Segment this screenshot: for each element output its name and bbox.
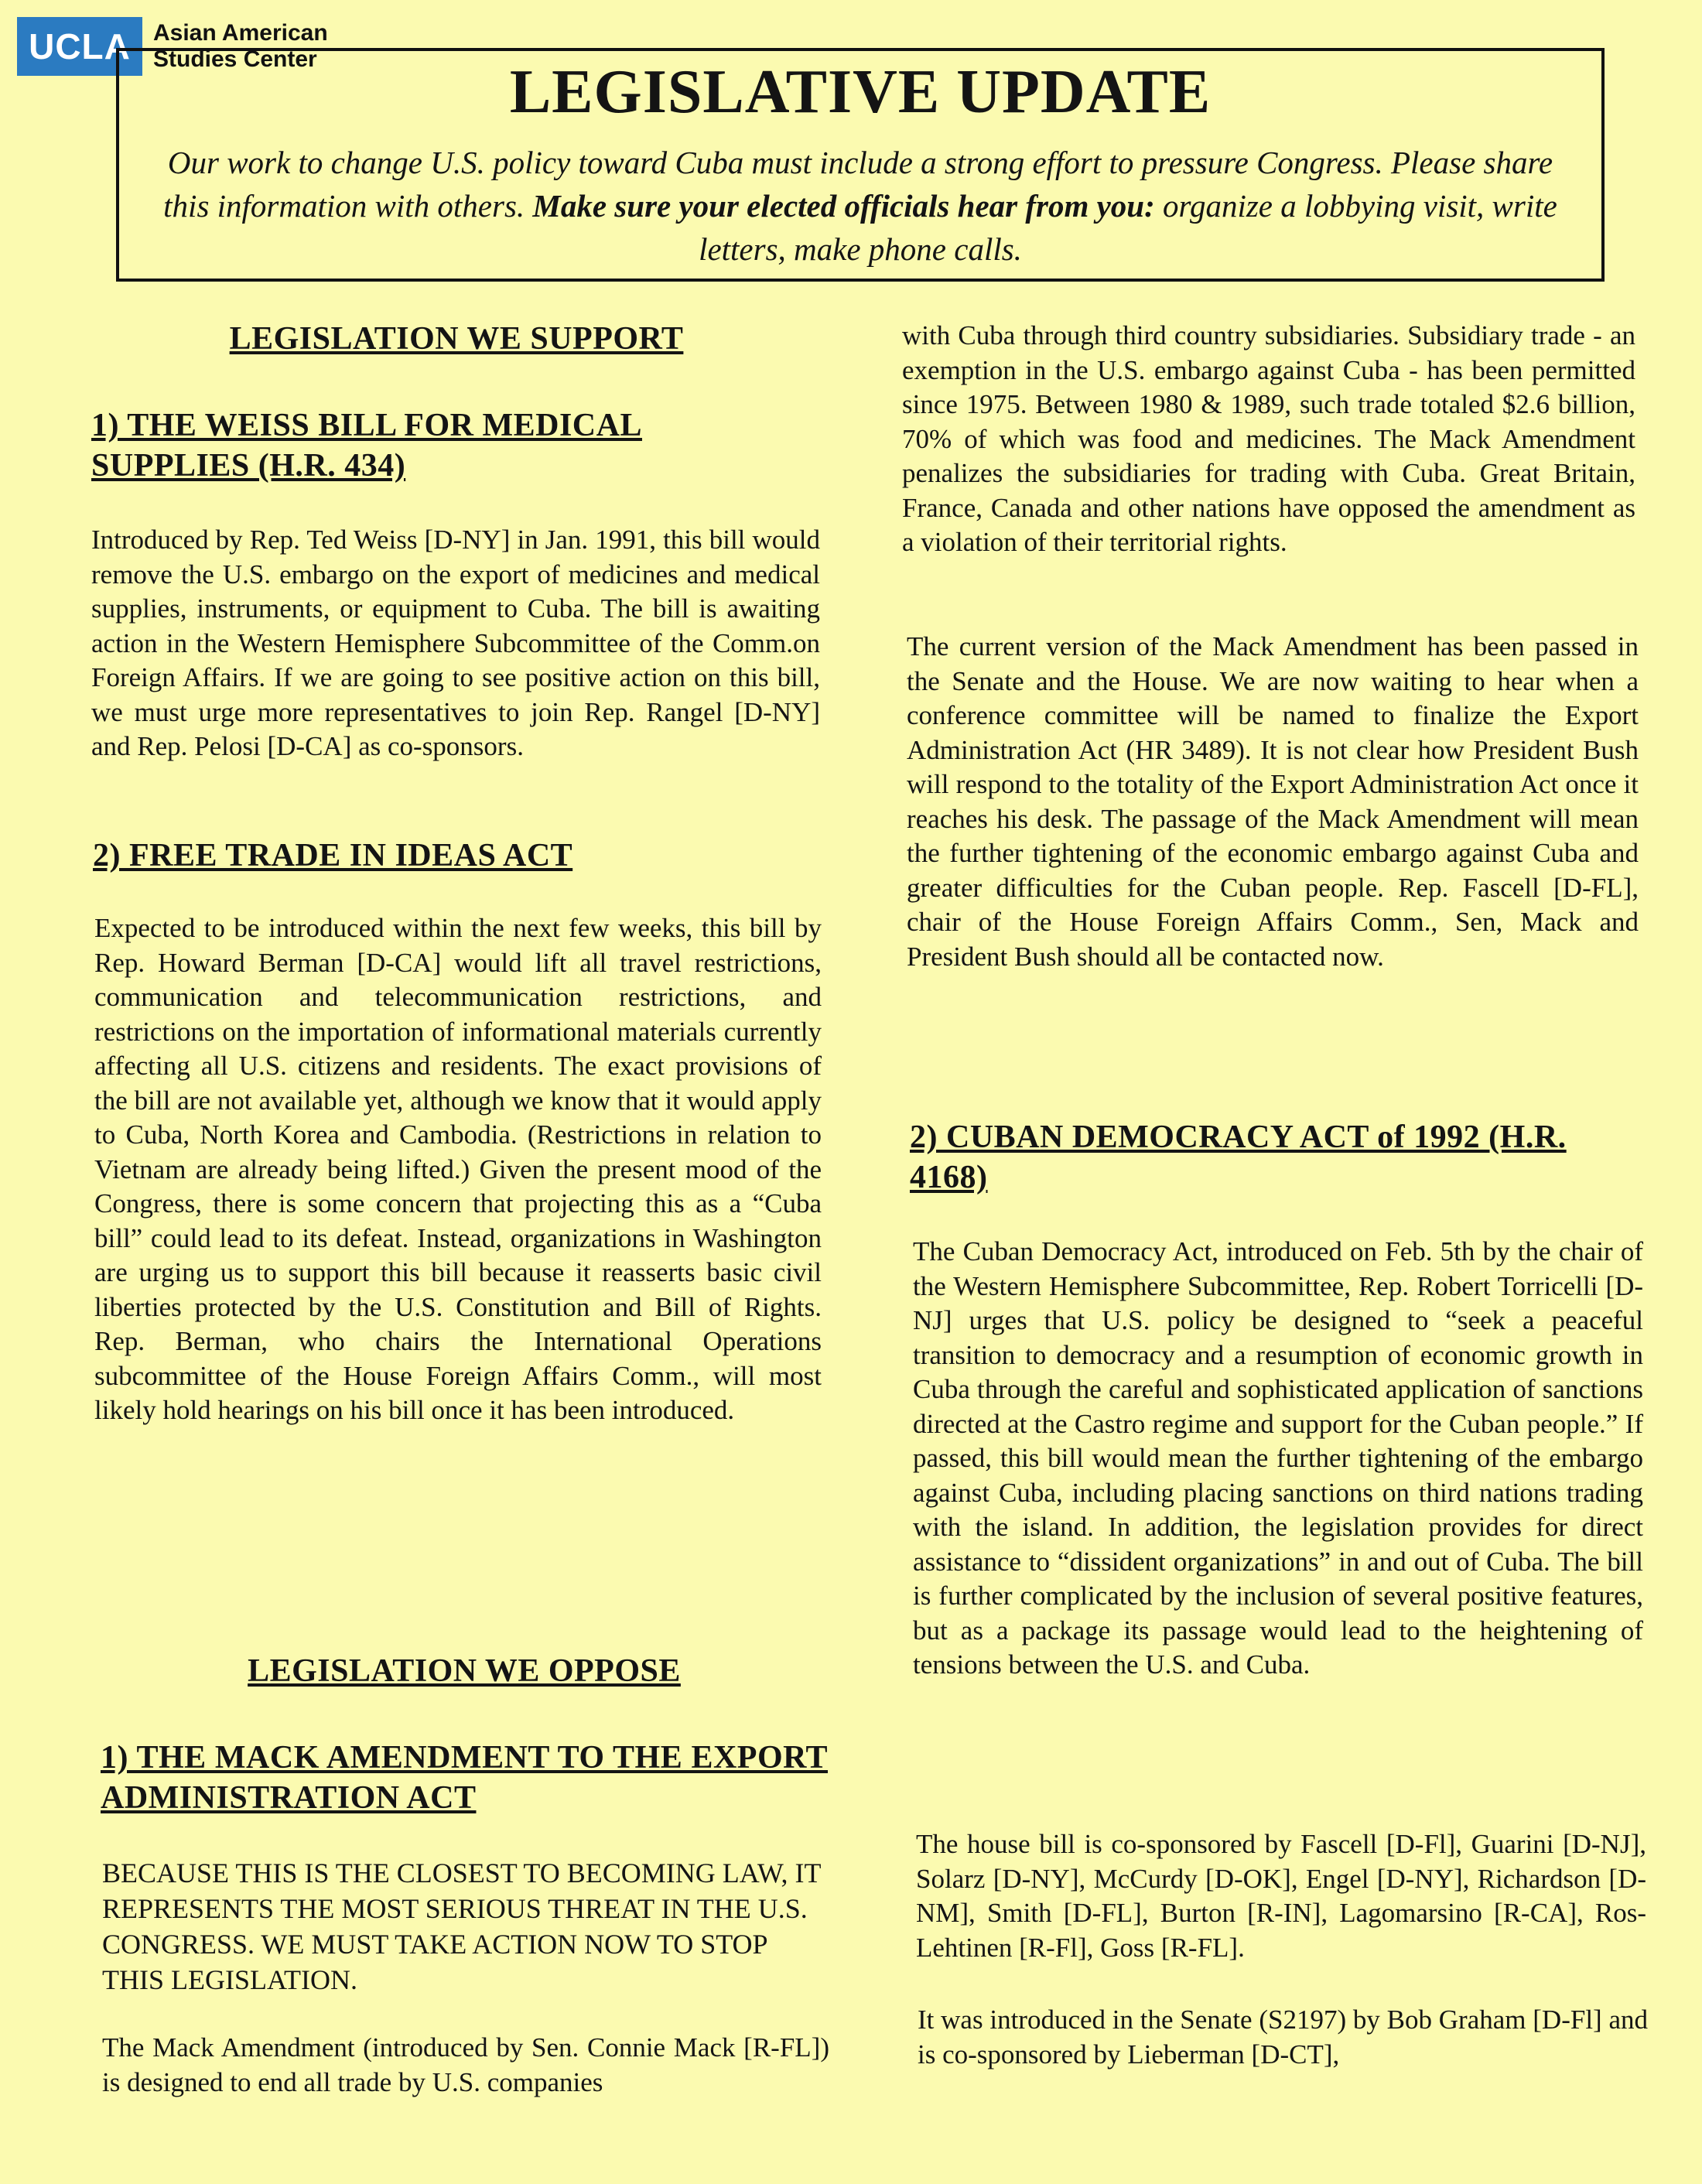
- cosponsors-paragraph: The house bill is co-sponsored by Fascell [D-Fl], Guarini [D-NJ], Solarz [D-NY], McCurdy [D-OK], Engel [D-NY], Richardson [D-NM], Smith [D-FL], Burton [R-IN], Lagomarsino [R-CA], Ros-Lehtinen [R-Fl], Goss [R-FL].: [916, 1829, 1646, 1963]
- weiss-bill-text: [91, 523, 820, 764]
- heading-weiss-bill: 1) THE WEISS BILL FOR MEDICAL SUPPLIES (H.R. 434): [91, 408, 642, 484]
- ucla-wordmark: UCLA: [17, 17, 142, 76]
- page-title: LEGISLATIVE UPDATE: [509, 58, 1212, 126]
- center-name-line2: Studies Center: [153, 46, 317, 72]
- legislative-update-header: [116, 48, 1605, 282]
- subtitle-actions: organize a lobbying visit, write letters, make phone calls.: [699, 188, 1557, 267]
- cosponsors-text: [916, 1827, 1646, 1965]
- cuban-democracy-paragraph: The Cuban Democracy Act, introduced on Feb. 5th by the chair of the Western Hemisphere Subcommittee, Rep. Robert Torricelli [D-NJ] urges that U.S. policy be designed to “seek a peaceful transition to democracy and a resumption of economic growth in Cuba through the careful and sophisticated application of sanctions directed at the Castro regime and support for the Cuban people.” If passed, this bill would mean the further tightening of the embargo against Cuba, including placing sanctions on third nations trading with the island. In addition, the legislation provides for direct assistance to “dissident organizations” in and out of Cuba. The bill is further complicated by the inclusion of several positive features, but as a package its passage would lead to the heightening of tensions between the U.S. and Cuba.: [913, 1236, 1643, 1680]
- subtitle-emphasis: Make sure your elected officials hear from you:: [532, 188, 1155, 224]
- senate-text: [918, 2003, 1648, 2072]
- free-trade-paragraph: Expected to be introduced within the next few weeks, this bill by Rep. Howard Berman [D-CA] would lift all travel restrictions, communication and telecommunication restrictions, and restrictions on the importation of informational materials currently affecting all U.S. citizens and residents. The exact provisions of the bill are not available yet, although we know that it would apply to Cuba, North Korea and Cambodia. (Restrictions in relation to Vietnam are already being lifted.) Given the present mood of the Congress, there is some concern that projecting this as a “Cuba bill” could lead to its defeat. Instead, organizations in Washington are urging us to support this bill because it reasserts basic civil liberties protected by the U.S. Constitution and Bill of Rights. Rep. Berman, who chairs the International Operations subcommittee of the House Foreign Affairs Comm., will most likely hold hearings on his bill once it has been introduced.: [94, 913, 822, 1425]
- mack-continued-text: [902, 319, 1635, 560]
- subtitle-intro: Our work to change U.S. policy toward Cuba must include a strong effort to pressure Congress. Please share this information with others.: [163, 145, 1553, 224]
- mack-intro-text: [102, 2031, 829, 2100]
- mack-current-text: [907, 630, 1639, 974]
- heading-free-trade-in-ideas: 2) FREE TRADE IN IDEAS ACT: [93, 838, 573, 873]
- mack-warning-paragraph: BECAUSE THIS IS THE CLOSEST TO BECOMING LAW, IT REPRESENTS THE MOST SERIOUS THREAT IN THE U.S. CONGRESS. WE MUST TAKE ACTION NOW TO STOP THIS LEGISLATION.: [102, 1858, 821, 1995]
- heading-legislation-we-support: LEGISLATION WE SUPPORT: [229, 321, 684, 357]
- weiss-bill-paragraph: Introduced by Rep. Ted Weiss [D-NY] in Jan. 1991, this bill would remove the U.S. embargo on the export of medicines and medical supplies, instruments, or equipment to Cuba. The bill is awaiting action in the Western Hemisphere Subcommittee of the Comm.on Foreign Affairs. If we are going to see positive action on this bill, we must urge more representatives to join Rep. Rangel [D-NY] and Rep. Pelosi [D-CA] as co-sponsors.: [91, 525, 820, 761]
- senate-paragraph: It was introduced in the Senate (S2197) by Bob Graham [D-Fl] and is co-sponsored by Lieberman [D-CT],: [918, 2005, 1648, 2070]
- mack-continued-paragraph: with Cuba through third country subsidiaries. Subsidiary trade - an exemption in the U.S. embargo against Cuba - has been permitted since 1975. Between 1980 & 1989, such trade totaled $2.6 billion, 70% of which was food and medicines. The Mack Amendment penalizes the subsidiaries for trading with Cuba. Great Britain, France, Canada and other nations have opposed the amendment as a violation of their territorial rights.: [902, 320, 1635, 557]
- mack-warning-text: [102, 1855, 829, 1998]
- mack-intro-paragraph: The Mack Amendment (introduced by Sen. Connie Mack [R-FL]) is designed to end all trade by U.S. companies: [102, 2032, 829, 2097]
- center-name-line1: Asian American: [153, 20, 328, 46]
- free-trade-text: [94, 911, 822, 1428]
- heading-mack-amendment: 1) THE MACK AMENDMENT TO THE EXPORT ADMINISTRATION ACT: [101, 1740, 828, 1816]
- header-subtitle: [142, 141, 1578, 271]
- heading-cuban-democracy-act: 2) CUBAN DEMOCRACY ACT of 1992 (H.R. 4168): [910, 1119, 1567, 1195]
- mack-current-paragraph: The current version of the Mack Amendment has been passed in the Senate and the House. We are now waiting to hear when a conference committee will be named to finalize the Export Administration Act (HR 3489). It is not clear how President Bush will respond to the totality of the Export Administration Act once it reaches his desk. The passage of the Mack Amendment will mean the further tightening of the economic embargo against Cuba and greater difficulties for the Cuban people. Rep. Fascell [D-FL], chair of the House Foreign Affairs Comm., Sen, Mack and President Bush should all be contacted now.: [907, 631, 1639, 972]
- heading-legislation-we-oppose: LEGISLATION WE OPPOSE: [248, 1653, 681, 1689]
- cuban-democracy-text: [913, 1235, 1643, 1683]
